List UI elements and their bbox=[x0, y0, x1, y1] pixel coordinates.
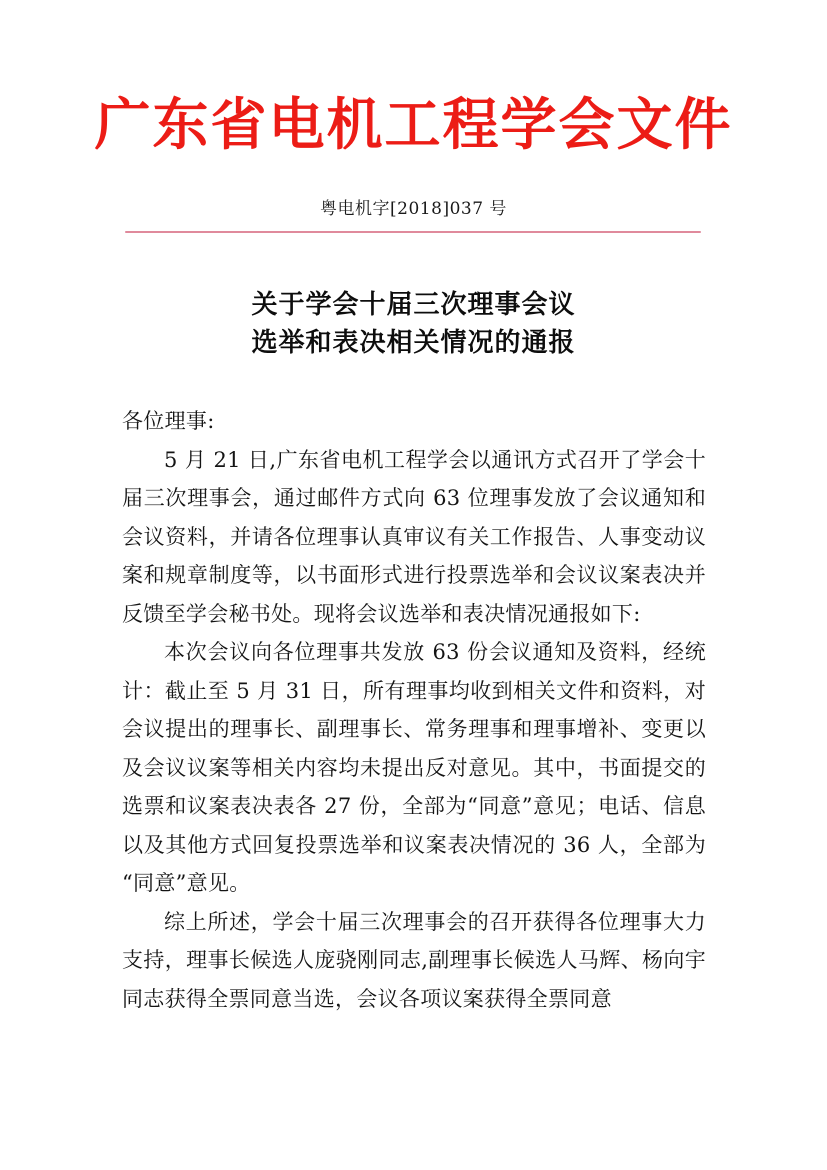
document-body bbox=[122, 402, 706, 1018]
body-paragraph-3: 综上所述，学会十届三次理事会的召开获得各位理事大力支持，理事长候选人庞骁刚同志,副理事长候选人马辉、杨向宇同志获得全票同意当选，会议各项议案获得全票同意 bbox=[122, 909, 706, 1011]
masthead-title: 广东省电机工程学会文件 bbox=[94, 92, 733, 158]
body-paragraph-2: 本次会议向各位理事共发放 63 份会议通知及资料，经统计：截止至 5 月 31 日，所有理事均收到相关文件和资料，对会议提出的理事长、副理事长、常务理事和理事增补、变更以及会议议案等相关内容均未提出反对意见。其中，书面提交的选票和议案表决表各 27 份，全部为“同意”意见；电话、信息以及其他方式回复投票选举和议案表决情况的 36 人，全部为“同意”意见。 bbox=[122, 640, 706, 895]
page-title-line-2: 选举和表决相关情况的通报 bbox=[251, 328, 576, 358]
body-paragraph-1: 5 月 21 日,广东省电机工程学会以通讯方式召开了学会十届三次理事会，通过邮件方式向 63 位理事发放了会议通知和会议资料，并请各位理事认真审议有关工作报告、人事变动议案和规章制度等，以书面形式进行投票选举和会议议案表决并反馈至学会秘书处。现将会议选举和表决情况通报如下: bbox=[122, 447, 706, 626]
document-number: 粤电机字[2018]037 号 bbox=[320, 199, 507, 219]
page-title-line-1: 关于学会十届三次理事会议 bbox=[251, 290, 576, 320]
body-salutation: 各位理事: bbox=[122, 409, 215, 433]
letterhead-masthead bbox=[0, 92, 827, 158]
page-title bbox=[0, 286, 827, 362]
red-separator-rule bbox=[125, 231, 701, 233]
